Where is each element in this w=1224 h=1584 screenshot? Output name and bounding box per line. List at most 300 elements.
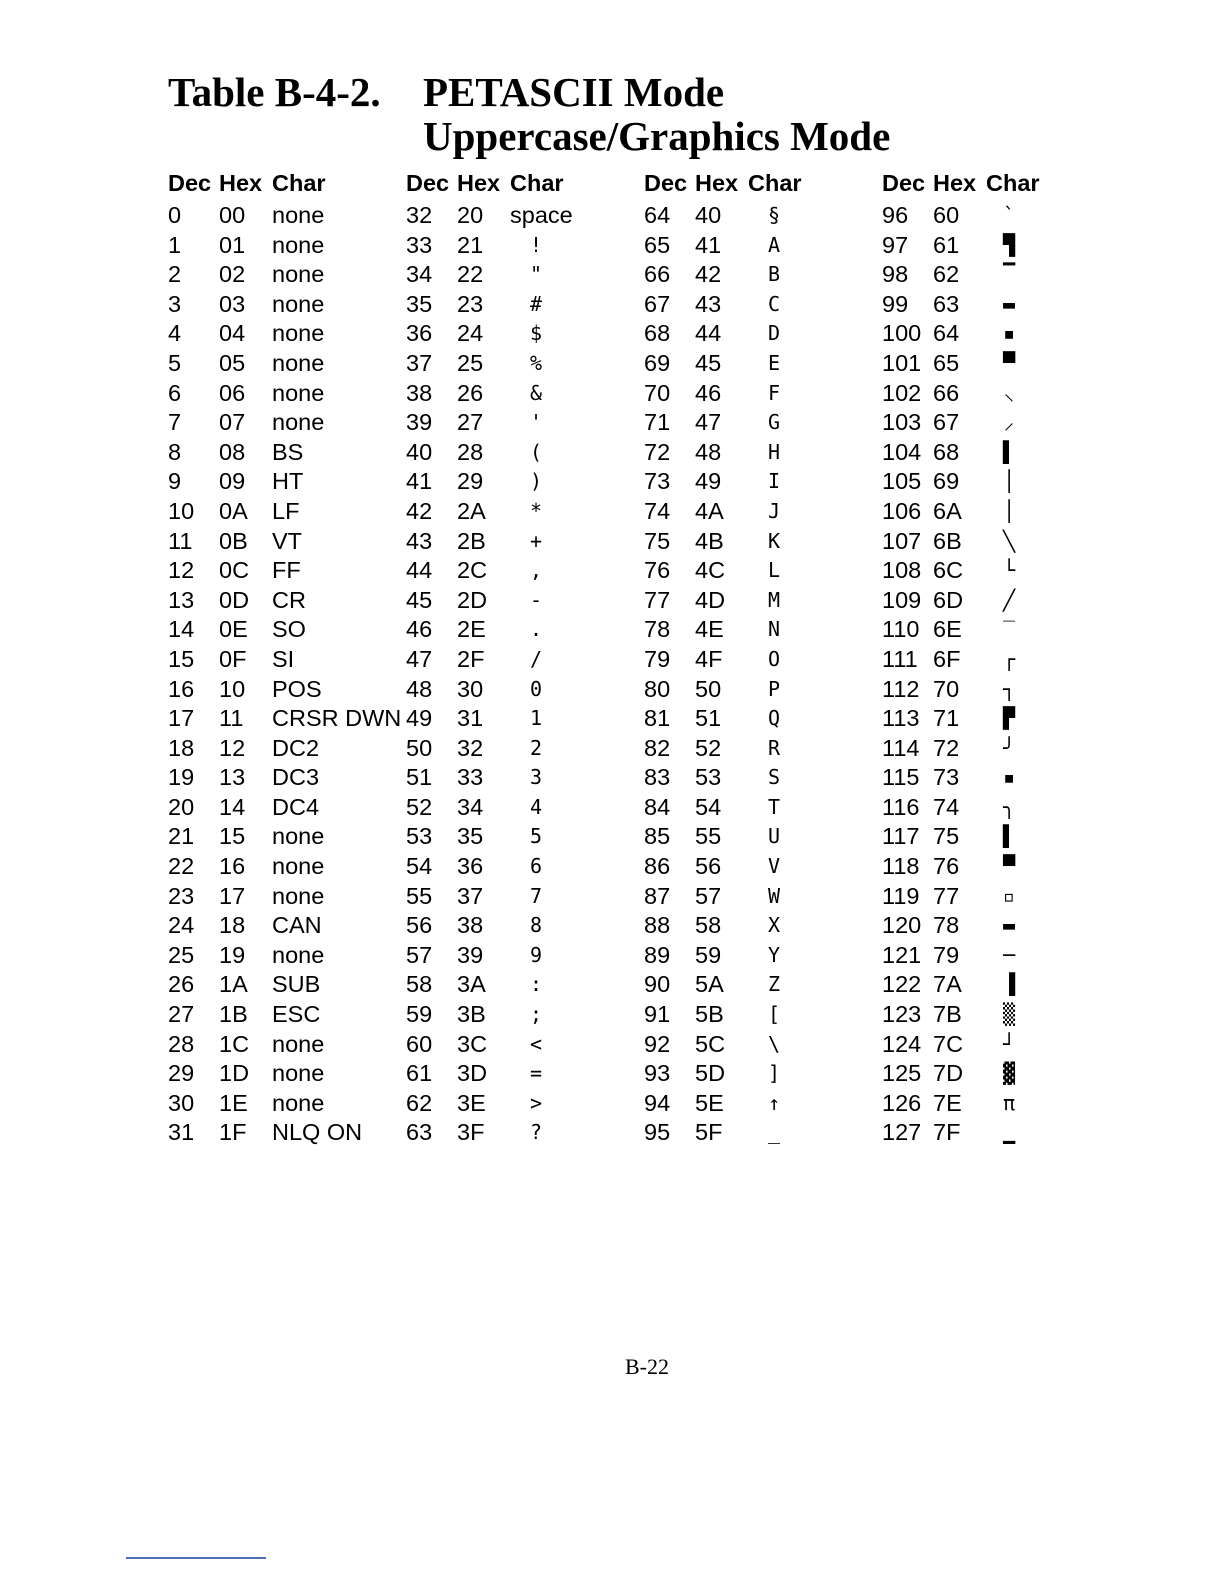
char-value: └ — [1002, 558, 1016, 583]
dec-value: 110 — [882, 616, 920, 643]
table-row — [882, 556, 1114, 586]
dec-value: 30 — [168, 1089, 195, 1116]
dec-value: 36 — [406, 320, 433, 347]
table-row — [406, 201, 638, 231]
dec-value: 51 — [406, 764, 433, 791]
hex-value: 14 — [219, 793, 246, 820]
table-row — [882, 1059, 1114, 1089]
table-row — [406, 704, 638, 734]
table-row — [406, 408, 638, 438]
hex-value: 18 — [219, 912, 246, 939]
table-row — [882, 645, 1114, 675]
dec-value: 61 — [406, 1060, 433, 1087]
hex-value: 76 — [933, 853, 960, 880]
hex-value: 2F — [457, 645, 485, 672]
hex-value: 55 — [695, 823, 722, 850]
table-row — [168, 1089, 400, 1119]
char-value: ) — [529, 469, 543, 494]
table-row — [406, 852, 638, 882]
hex-value: 12 — [219, 734, 246, 761]
table-row — [882, 882, 1114, 912]
header-char: Char — [510, 170, 564, 196]
hex-value: 3F — [457, 1119, 485, 1146]
table-row — [406, 260, 638, 290]
table-row — [882, 1000, 1114, 1030]
hex-value: 29 — [457, 468, 484, 495]
char-value: S — [767, 765, 781, 790]
dec-value: 76 — [644, 557, 671, 584]
hex-value: 0B — [219, 527, 248, 554]
char-value: ╲ — [1002, 528, 1016, 553]
table-row — [168, 260, 400, 290]
hex-value: 56 — [695, 853, 722, 880]
char-value: none — [272, 1089, 325, 1116]
hex-value: 5A — [695, 971, 724, 998]
hex-value: 7C — [933, 1030, 964, 1057]
hex-value: 2B — [457, 527, 486, 554]
char-value: none — [272, 202, 325, 228]
dec-value: 40 — [406, 438, 433, 465]
char-value: > — [529, 1090, 543, 1115]
table-row — [644, 704, 876, 734]
hex-value: 07 — [219, 409, 246, 436]
table-row — [644, 349, 876, 379]
table-row — [644, 911, 876, 941]
char-value: ╯ — [1002, 735, 1016, 760]
hex-value: 50 — [695, 675, 722, 702]
char-value: D — [767, 321, 781, 346]
dec-value: 23 — [168, 882, 195, 909]
char-value: none — [272, 882, 325, 909]
dec-value: 35 — [406, 290, 433, 317]
table-row — [168, 527, 400, 557]
char-value: DC3 — [272, 764, 320, 791]
dec-value: 87 — [644, 882, 671, 909]
table-row — [644, 260, 876, 290]
hex-value: 6A — [933, 497, 962, 524]
column-header — [644, 170, 876, 201]
hex-value: 33 — [457, 764, 484, 791]
table-row — [406, 1000, 638, 1030]
hex-value: 4D — [695, 586, 726, 613]
hex-value: 24 — [457, 320, 484, 347]
dec-value: 24 — [168, 912, 195, 939]
dec-value: 38 — [406, 379, 433, 406]
table-row — [168, 290, 400, 320]
dec-value: 65 — [644, 231, 671, 258]
char-value: M — [767, 587, 781, 612]
table-row — [406, 1030, 638, 1060]
char-value: A — [767, 232, 781, 257]
table-row — [882, 1118, 1114, 1148]
table-row — [882, 911, 1114, 941]
char-value: │ — [1002, 498, 1016, 523]
char-value: ▔ — [1002, 262, 1016, 287]
char-value: none — [272, 941, 325, 968]
char-value: π — [1002, 1090, 1016, 1115]
table-row — [882, 704, 1114, 734]
char-value: X — [767, 913, 781, 938]
char-value: § — [767, 203, 781, 227]
dec-value: 106 — [882, 497, 922, 524]
char-value: F — [767, 380, 781, 405]
char-value: ▐ — [1002, 972, 1016, 997]
dec-value: 105 — [882, 468, 922, 495]
char-value: FF — [272, 557, 301, 584]
char-value: ▪ — [1002, 321, 1016, 346]
table-row — [406, 497, 638, 527]
dec-value: 67 — [644, 290, 671, 317]
table-row — [406, 615, 638, 645]
char-value: ┌ — [1002, 646, 1016, 671]
char-value: ┘ — [1002, 1031, 1016, 1056]
dec-value: 31 — [168, 1119, 195, 1146]
table-row — [406, 675, 638, 705]
char-value: , — [529, 558, 543, 583]
hex-value: 2E — [457, 616, 486, 643]
table-row — [882, 438, 1114, 468]
dec-value: 14 — [168, 616, 195, 643]
table-row — [882, 586, 1114, 616]
table-row — [644, 852, 876, 882]
dec-value: 55 — [406, 882, 433, 909]
char-value: P — [767, 676, 781, 701]
dec-value: 75 — [644, 527, 671, 554]
char-value: ▬ — [1002, 913, 1016, 938]
char-value: U — [767, 824, 781, 849]
dec-value: 29 — [168, 1060, 195, 1087]
table-row — [882, 1030, 1114, 1060]
char-value: T — [767, 794, 781, 819]
table-row — [644, 438, 876, 468]
table-row — [168, 704, 400, 734]
table-row — [644, 734, 876, 764]
char-value: G — [767, 410, 781, 435]
char-value: 1 — [529, 706, 543, 731]
dec-value: 98 — [882, 261, 909, 288]
dec-value: 18 — [168, 734, 195, 761]
char-value: 0 — [529, 676, 543, 701]
table-row — [406, 231, 638, 261]
dec-value: 101 — [882, 349, 922, 376]
hex-value: 32 — [457, 734, 484, 761]
char-value: none — [272, 231, 325, 258]
hex-value: 45 — [695, 349, 722, 376]
hex-value: 66 — [933, 379, 960, 406]
dec-value: 111 — [882, 645, 918, 672]
hex-value: 15 — [219, 823, 246, 850]
dec-value: 122 — [882, 971, 922, 998]
char-value: Q — [767, 706, 781, 731]
dec-value: 54 — [406, 853, 433, 880]
hex-value: 27 — [457, 409, 484, 436]
table-row — [882, 763, 1114, 793]
table-row — [406, 1089, 638, 1119]
dec-value: 121 — [882, 941, 922, 968]
table-row — [168, 970, 400, 1000]
hex-value: 17 — [219, 882, 246, 909]
dec-value: 72 — [644, 438, 671, 465]
dec-value: 77 — [644, 586, 671, 613]
dec-value: 27 — [168, 1001, 195, 1028]
hex-value: 1A — [219, 971, 248, 998]
dec-value: 13 — [168, 586, 195, 613]
table-row — [406, 290, 638, 320]
dec-value: 82 — [644, 734, 671, 761]
table-row — [168, 882, 400, 912]
dec-value: 34 — [406, 261, 433, 288]
char-value: C — [767, 291, 781, 316]
hex-value: 7F — [933, 1119, 961, 1146]
table-row — [882, 970, 1114, 1000]
char-value: ▪ — [1002, 765, 1016, 790]
char-value: + — [529, 528, 543, 553]
dec-value: 81 — [644, 705, 671, 732]
dec-value: 123 — [882, 1001, 922, 1028]
dec-value: 64 — [644, 202, 671, 228]
char-value: ; — [529, 1002, 543, 1027]
header-dec: Dec — [644, 170, 688, 196]
table-row — [168, 734, 400, 764]
dec-value: 17 — [168, 705, 195, 732]
header-char: Char — [748, 170, 802, 196]
char-value: ' — [529, 410, 543, 435]
dec-value: 56 — [406, 912, 433, 939]
column-header — [882, 170, 1114, 201]
hex-value: 05 — [219, 349, 246, 376]
char-value: ▌ — [1002, 439, 1016, 464]
char-value: $ — [529, 321, 543, 346]
table-row — [644, 793, 876, 823]
char-value: CAN — [272, 912, 322, 939]
table-row — [406, 822, 638, 852]
hex-value: 40 — [695, 202, 722, 228]
table-row — [168, 497, 400, 527]
dec-value: 125 — [882, 1060, 922, 1087]
table-row — [406, 319, 638, 349]
hex-value: 43 — [695, 290, 722, 317]
table-row — [882, 231, 1114, 261]
char-value: ESC — [272, 1001, 321, 1028]
table-row — [168, 231, 400, 261]
table-row — [882, 1089, 1114, 1119]
char-value: / — [529, 646, 543, 671]
table-row — [882, 379, 1114, 409]
table-row — [406, 527, 638, 557]
table-row — [168, 586, 400, 616]
table-row — [406, 349, 638, 379]
table-row — [644, 290, 876, 320]
table-row — [406, 882, 638, 912]
hex-value: 70 — [933, 675, 960, 702]
hex-value: 75 — [933, 823, 960, 850]
dec-value: 43 — [406, 527, 433, 554]
char-value: LF — [272, 497, 300, 524]
table-row — [644, 527, 876, 557]
hex-value: 68 — [933, 438, 960, 465]
table-row — [406, 467, 638, 497]
hex-value: 64 — [933, 320, 960, 347]
table-row — [644, 882, 876, 912]
hex-value: 00 — [219, 202, 246, 228]
hex-value: 3D — [457, 1060, 488, 1087]
char-value: ▫ — [1002, 883, 1016, 908]
hex-value: 51 — [695, 705, 722, 732]
table-row — [406, 645, 638, 675]
dec-value: 6 — [168, 379, 182, 406]
char-value: NLQ ON — [272, 1119, 363, 1146]
dec-value: 97 — [882, 231, 909, 258]
char-value: & — [529, 380, 543, 405]
header-dec: Dec — [882, 170, 926, 196]
char-value: 6 — [529, 854, 543, 879]
table-row — [644, 822, 876, 852]
hex-value: 09 — [219, 468, 246, 495]
hex-value: 62 — [933, 261, 960, 288]
hex-value: 3B — [457, 1001, 486, 1028]
table-row — [168, 201, 400, 231]
hex-value: 1B — [219, 1001, 248, 1028]
hex-value: 7A — [933, 971, 962, 998]
dec-value: 107 — [882, 527, 922, 554]
char-value: ] — [767, 1061, 781, 1086]
dec-value: 11 — [168, 527, 193, 554]
dec-value: 71 — [644, 409, 671, 436]
hex-value: 38 — [457, 912, 484, 939]
char-value: ▌ — [1002, 824, 1016, 849]
char-value: # — [529, 291, 543, 316]
char-value: DC4 — [272, 793, 320, 820]
hex-value: 52 — [695, 734, 722, 761]
dec-value: 112 — [882, 675, 920, 702]
table-row — [168, 1000, 400, 1030]
dec-value: 45 — [406, 586, 433, 613]
table-row — [168, 675, 400, 705]
hex-value: 13 — [219, 764, 246, 791]
hex-value: 10 — [219, 675, 246, 702]
table-row — [644, 586, 876, 616]
char-value: HT — [272, 468, 304, 495]
dec-value: 7 — [168, 409, 182, 436]
table-column-1 — [168, 170, 400, 1148]
dec-value: 39 — [406, 409, 433, 436]
dec-value: 22 — [168, 853, 195, 880]
hex-value: 03 — [219, 290, 246, 317]
hex-value: 0E — [219, 616, 248, 643]
dec-value: 116 — [882, 793, 920, 820]
header-hex: Hex — [933, 170, 977, 196]
title-line-2: Uppercase/Graphics Mode — [423, 113, 891, 159]
hex-value: 21 — [457, 231, 484, 258]
hex-value: 7B — [933, 1001, 962, 1028]
hex-value: 39 — [457, 941, 484, 968]
hex-value: 30 — [457, 675, 484, 702]
table-row — [168, 379, 400, 409]
table-row — [882, 675, 1114, 705]
hex-value: 49 — [695, 468, 722, 495]
dec-value: 0 — [168, 202, 182, 228]
dec-value: 80 — [644, 675, 671, 702]
hex-value: 2D — [457, 586, 488, 613]
hex-value: 19 — [219, 941, 246, 968]
table-row — [644, 645, 876, 675]
hex-value: 6B — [933, 527, 962, 554]
hex-value: 41 — [695, 231, 722, 258]
char-value: 4 — [529, 794, 543, 819]
table-row — [644, 615, 876, 645]
dec-value: 94 — [644, 1089, 671, 1116]
char-value: - — [529, 587, 543, 612]
char-value: H — [767, 439, 781, 464]
char-value: ▒ — [1002, 1002, 1016, 1027]
dec-value: 66 — [644, 261, 671, 288]
char-value: VT — [272, 527, 303, 554]
dec-value: 103 — [882, 409, 922, 436]
char-value: none — [272, 290, 325, 317]
hex-value: 1D — [219, 1060, 250, 1087]
table-row — [882, 408, 1114, 438]
dec-value: 85 — [644, 823, 671, 850]
header-dec: Dec — [406, 170, 450, 196]
dec-value: 1 — [168, 231, 182, 258]
char-value: : — [529, 972, 543, 997]
hex-value: 3A — [457, 971, 486, 998]
hex-value: 0A — [219, 497, 248, 524]
table-row — [882, 497, 1114, 527]
char-value: ─ — [1002, 942, 1016, 967]
dec-value: 10 — [168, 497, 195, 524]
char-value: none — [272, 349, 325, 376]
char-value: V — [767, 854, 781, 879]
table-row — [882, 527, 1114, 557]
table-row — [406, 379, 638, 409]
hex-value: 6D — [933, 586, 964, 613]
hex-value: 34 — [457, 793, 484, 820]
dec-value: 19 — [168, 764, 195, 791]
table-row — [168, 438, 400, 468]
char-value: none — [272, 320, 325, 347]
table-row — [168, 615, 400, 645]
dec-value: 118 — [882, 853, 920, 880]
char-value: [ — [767, 1002, 781, 1027]
hex-value: 3C — [457, 1030, 488, 1057]
char-value: SO — [272, 616, 306, 643]
dec-value: 12 — [168, 557, 195, 584]
table-row — [406, 586, 638, 616]
header-char: Char — [272, 170, 326, 196]
dec-value: 84 — [644, 793, 671, 820]
table-row — [168, 1059, 400, 1089]
char-value: none — [272, 1030, 325, 1057]
hex-value: 31 — [457, 705, 484, 732]
hex-value: 57 — [695, 882, 722, 909]
hex-value: 5D — [695, 1060, 726, 1087]
dec-value: 117 — [882, 823, 920, 850]
hex-value: 60 — [933, 202, 960, 228]
hex-value: 79 — [933, 941, 960, 968]
hex-value: 36 — [457, 853, 484, 880]
header-dec: Dec — [168, 170, 212, 196]
hex-value: 26 — [457, 379, 484, 406]
dec-value: 68 — [644, 320, 671, 347]
hex-value: 63 — [933, 290, 960, 317]
dec-value: 5 — [168, 349, 182, 376]
char-value: none — [272, 379, 325, 406]
char-value: < — [529, 1031, 543, 1056]
char-value: 2 — [529, 735, 543, 760]
char-value: CRSR DWN — [272, 705, 402, 732]
table-row — [882, 319, 1114, 349]
